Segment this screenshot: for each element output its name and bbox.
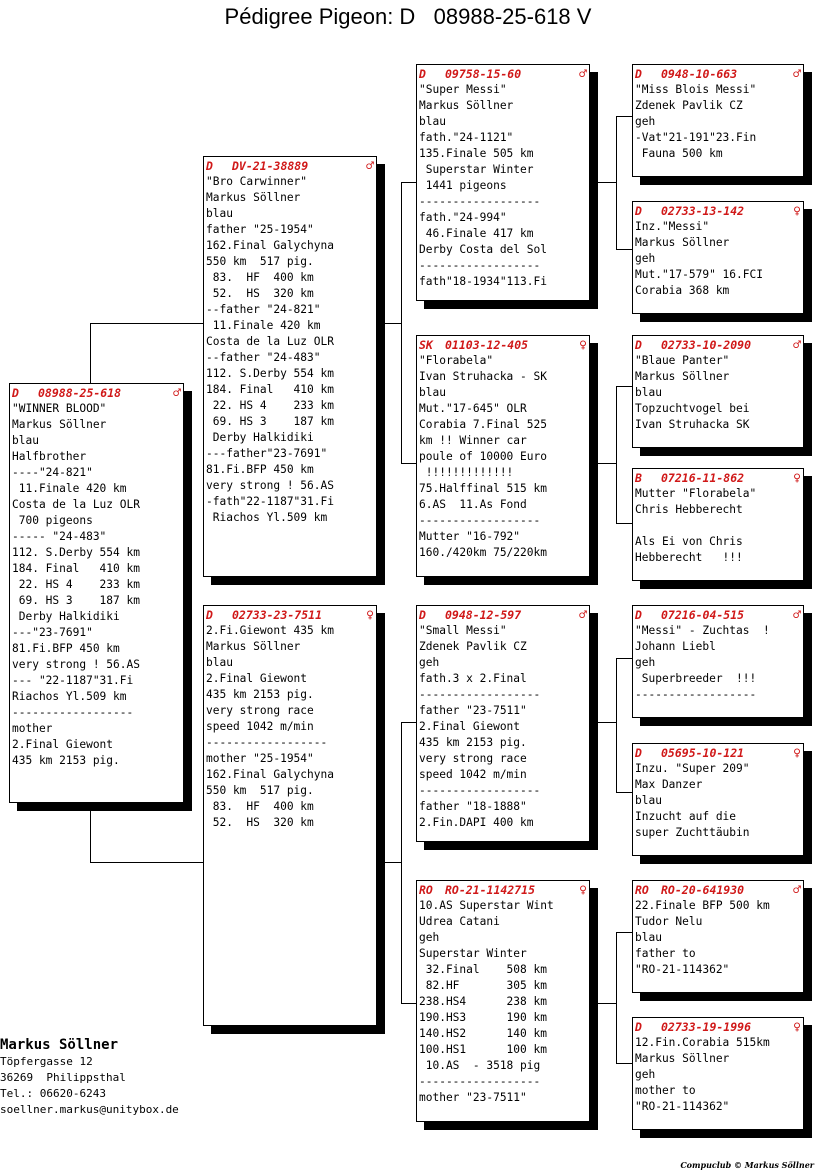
female-symbol-icon: ♀ xyxy=(366,607,374,623)
male-symbol-icon: ♂ xyxy=(793,66,801,82)
card-line: Ivan Struhacka SK xyxy=(635,418,750,431)
card-line: Derby Halkidiki xyxy=(206,431,314,444)
card-line: --- "22-1187"31.Fi xyxy=(12,674,134,687)
card-line: Markus Söllner xyxy=(419,99,514,112)
card-line: Markus Söllner xyxy=(206,640,301,653)
ring-header xyxy=(635,337,801,353)
ring-header xyxy=(635,203,801,219)
card-line: "Miss Blois Messi" xyxy=(635,83,757,96)
card-line: geh xyxy=(419,931,440,944)
card-line: Zdenek Pavlik CZ xyxy=(419,640,527,653)
ring-number: 02733-10-2090 xyxy=(661,338,752,352)
card-line: 52. HS 320 km xyxy=(206,816,314,829)
great-grandparent-card xyxy=(632,335,804,448)
card-line: 162.Final Galychyna xyxy=(206,768,334,781)
male-symbol-icon: ♂ xyxy=(793,337,801,353)
card-line: ------------------ xyxy=(419,259,541,272)
card-line: 2.Final Giewont xyxy=(12,738,114,751)
connector xyxy=(616,792,633,793)
card-text xyxy=(635,82,801,162)
connector xyxy=(616,1063,633,1064)
card-line: 22. HS 4 233 km xyxy=(206,399,334,412)
card-line: 12.Fin.Corabia 515km xyxy=(635,1036,770,1049)
card-line: --father "24-821" xyxy=(206,303,321,316)
card-text xyxy=(635,761,801,841)
female-symbol-icon: ♀ xyxy=(793,203,801,219)
card-line: 190.HS3 190 km xyxy=(419,1011,547,1024)
card-line: 1441 pigeons xyxy=(419,179,507,192)
card-text xyxy=(206,623,374,831)
card-line: Corabia 7.Final 525 xyxy=(419,418,547,431)
card-line: ------------------ xyxy=(635,688,757,701)
card-line: 112. S.Derby 554 km xyxy=(12,546,140,559)
connector xyxy=(401,463,417,464)
card-line: Zdenek Pavlik CZ xyxy=(635,99,743,112)
card-line: 52. HS 320 km xyxy=(206,287,314,300)
ring-number: 0948-12-597 xyxy=(445,608,522,622)
card-line: 162.Final Galychyna xyxy=(206,239,334,252)
card-line: Chris Hebberecht xyxy=(635,503,743,516)
great-grandparent-card xyxy=(632,1017,804,1130)
card-line: mother xyxy=(12,722,53,735)
connector xyxy=(90,809,91,863)
card-line: "Messi" - Zuchtas ! xyxy=(635,624,770,637)
connector xyxy=(384,323,401,324)
mother-card xyxy=(203,605,377,1026)
card-line: ------------------ xyxy=(419,1075,541,1088)
country-code: D xyxy=(635,338,642,352)
card-line: ------------------ xyxy=(12,706,134,719)
male-symbol-icon: ♂ xyxy=(579,66,587,82)
country-code: D xyxy=(635,746,642,760)
great-grandparent-card xyxy=(632,201,804,314)
card-line: 238.HS4 238 km xyxy=(419,995,547,1008)
owner-email: soellner.markus@unitybox.de xyxy=(0,1103,179,1116)
connector xyxy=(616,932,617,1064)
card-line: very strong ! 56.AS xyxy=(12,658,140,671)
card-text xyxy=(635,219,801,299)
card-line: Inz."Messi" xyxy=(635,220,710,233)
card-text xyxy=(635,486,801,566)
ring-number: 02733-19-1996 xyxy=(661,1020,752,1034)
card-line: fath."24-1121" xyxy=(419,131,514,144)
great-grandparent-card xyxy=(632,880,804,993)
country-code: D xyxy=(635,67,642,81)
card-line: Johann Liebl xyxy=(635,640,716,653)
card-line: Topzuchtvogel bei xyxy=(635,402,750,415)
card-line: 22. HS 4 233 km xyxy=(12,578,140,591)
card-line: blau xyxy=(419,115,446,128)
card-line: blau xyxy=(635,386,662,399)
connector xyxy=(90,323,91,384)
card-line: 2.Final Giewont xyxy=(206,672,308,685)
great-grandparent-card xyxy=(632,64,804,177)
connector xyxy=(384,862,401,863)
card-line: blau xyxy=(419,386,446,399)
great-grandparent-card xyxy=(632,743,804,856)
ring-number: 07216-04-515 xyxy=(661,608,745,622)
card-line: Mutter "Florabela" xyxy=(635,487,757,500)
connector xyxy=(616,116,633,117)
card-line: Inzu. "Super 209" xyxy=(635,762,750,775)
ring-number: 0948-10-663 xyxy=(661,67,738,81)
card-line: father to xyxy=(635,947,696,960)
card-line: Markus Söllner xyxy=(635,236,730,249)
ring-number: 02733-13-142 xyxy=(661,204,745,218)
card-line: Mut."17-645" OLR xyxy=(419,402,527,415)
card-line: mother to xyxy=(635,1084,696,1097)
ring-header xyxy=(635,607,801,623)
card-line: speed 1042 m/min xyxy=(419,768,527,781)
card-line: mother "23-7511" xyxy=(419,1091,527,1104)
card-line: ------------------ xyxy=(206,736,328,749)
card-line: Als Ei von Chris xyxy=(635,535,743,548)
owner-name: Markus Söllner xyxy=(0,1037,119,1053)
card-line: 10.AS - 3518 pig xyxy=(419,1059,541,1072)
card-line: Riachos Yl.509 km xyxy=(206,511,328,524)
card-line: ------------------ xyxy=(419,514,541,527)
card-line: 46.Finale 417 km xyxy=(419,227,534,240)
ring-number: 07216-11-862 xyxy=(661,471,745,485)
father-card xyxy=(203,156,377,577)
card-line: fath"18-1934"113.Fi xyxy=(419,275,547,288)
country-code: D xyxy=(206,608,213,622)
card-line: Fauna 500 km xyxy=(635,147,723,160)
ring-number: 02733-23-7511 xyxy=(232,608,323,622)
connector xyxy=(401,1003,417,1004)
country-code: D xyxy=(419,67,426,81)
card-line: "Small Messi" xyxy=(419,624,507,637)
card-line: 435 km 2153 pig. xyxy=(206,688,314,701)
card-line: 75.Halffinal 515 km xyxy=(419,482,547,495)
card-line: super Zuchttäubin xyxy=(635,826,750,839)
card-line: Superstar Winter xyxy=(419,163,534,176)
male-symbol-icon: ♂ xyxy=(366,158,374,174)
card-line: 11.Finale 420 km xyxy=(12,482,127,495)
country-code: B xyxy=(635,471,642,485)
card-line: 83. HF 400 km xyxy=(206,271,314,284)
connector xyxy=(616,658,617,793)
female-symbol-icon: ♀ xyxy=(793,1019,801,1035)
card-line: "Florabela" xyxy=(419,354,494,367)
card-line: Costa de la Luz OLR xyxy=(12,498,140,511)
card-line: "Blaue Panter" xyxy=(635,354,730,367)
card-text xyxy=(419,623,587,831)
connector xyxy=(598,722,616,723)
card-line: 22.Finale BFP 500 km xyxy=(635,899,770,912)
female-symbol-icon: ♀ xyxy=(579,337,587,353)
ring-header xyxy=(635,1019,801,1035)
female-symbol-icon: ♀ xyxy=(793,745,801,761)
card-line: Inzucht auf die xyxy=(635,810,737,823)
male-symbol-icon: ♂ xyxy=(793,607,801,623)
card-line: 81.Fi.BFP 450 km xyxy=(206,463,314,476)
card-line: blau xyxy=(206,656,233,669)
male-symbol-icon: ♂ xyxy=(793,882,801,898)
card-line: poule of 10000 Euro xyxy=(419,450,547,463)
connector xyxy=(401,722,417,723)
card-line: geh xyxy=(635,1068,656,1081)
card-text xyxy=(635,1035,801,1115)
female-symbol-icon: ♀ xyxy=(579,882,587,898)
card-line: very strong race xyxy=(206,704,314,717)
card-line: father "23-7511" xyxy=(419,704,527,717)
country-code: D xyxy=(419,608,426,622)
connector xyxy=(598,463,616,464)
card-line: very strong ! 56.AS xyxy=(206,479,334,492)
ring-number: RO-21-1142715 xyxy=(445,883,536,897)
card-line: !!!!!!!!!!!!! xyxy=(419,466,514,479)
card-line: Markus Söllner xyxy=(635,370,730,383)
owner-city: 36269 Philippsthal xyxy=(0,1071,126,1084)
country-code: RO xyxy=(635,883,649,897)
card-text xyxy=(419,353,587,561)
connector xyxy=(598,1003,616,1004)
card-line: Riachos Yl.509 km xyxy=(12,690,127,703)
country-code: D xyxy=(635,608,642,622)
connector xyxy=(616,249,633,250)
card-line: Superbreeder !!! xyxy=(635,672,757,685)
card-line: geh xyxy=(635,115,656,128)
ring-number: 05695-10-121 xyxy=(661,746,745,760)
card-line: ---father"23-7691" xyxy=(206,447,328,460)
card-line: 2.Final Giewont xyxy=(419,720,521,733)
ring-header xyxy=(206,607,374,623)
card-line: --father "24-483" xyxy=(206,351,321,364)
ring-number: 08988-25-618 xyxy=(38,386,122,400)
ring-header xyxy=(206,158,374,174)
maternal-grandmother-card xyxy=(416,880,590,1122)
ring-header xyxy=(635,745,801,761)
card-line: blau xyxy=(635,931,662,944)
male-symbol-icon: ♂ xyxy=(173,385,181,401)
card-line: -fath"22-1187"31.Fi xyxy=(206,495,334,508)
card-line: "RO-21-114362" xyxy=(635,1100,730,1113)
card-line: ------------------ xyxy=(419,688,541,701)
connector xyxy=(90,862,204,863)
card-line: 435 km 2153 pig. xyxy=(419,736,527,749)
connector xyxy=(401,182,417,183)
card-line: father "18-1888" xyxy=(419,800,527,813)
card-line: Max Danzer xyxy=(635,778,703,791)
ring-header xyxy=(12,385,181,401)
card-text xyxy=(419,82,587,290)
owner-street: Töpfergasse 12 xyxy=(0,1055,93,1068)
connector xyxy=(598,182,616,183)
card-line: Ivan Struhacka - SK xyxy=(419,370,547,383)
owner-phone: Tel.: 06620-6243 xyxy=(0,1087,106,1100)
card-line: 81.Fi.BFP 450 km xyxy=(12,642,120,655)
maternal-grandfather-card xyxy=(416,605,590,842)
copyright-note: Compuclub © Markus Söllner xyxy=(680,1160,814,1170)
connector xyxy=(401,722,402,1004)
card-text xyxy=(635,353,801,433)
card-line: "RO-21-114362" xyxy=(635,963,730,976)
card-line: blau xyxy=(206,207,233,220)
country-code: D xyxy=(635,204,642,218)
country-code: SK xyxy=(419,338,433,352)
ring-header xyxy=(419,607,587,623)
connector xyxy=(616,116,617,250)
card-line: "Super Messi" xyxy=(419,83,507,96)
card-line: very strong race xyxy=(419,752,527,765)
card-line: 69. HS 3 187 km xyxy=(12,594,140,607)
card-line: "WINNER BLOOD" xyxy=(12,402,107,415)
card-line: 700 pigeons xyxy=(12,514,93,527)
connector xyxy=(401,182,402,464)
card-line: Corabia 368 km xyxy=(635,284,730,297)
card-line: 2.Fi.Giewont 435 km xyxy=(206,624,334,637)
card-text xyxy=(635,898,801,978)
card-line xyxy=(635,518,801,534)
card-line: Derby Halkidiki xyxy=(12,610,120,623)
card-line: Mut."17-579" 16.FCI xyxy=(635,268,763,281)
card-line: Markus Söllner xyxy=(635,1052,730,1065)
ring-header xyxy=(635,66,801,82)
card-line: 184. Final 410 km xyxy=(12,562,140,575)
card-line: Markus Söllner xyxy=(206,191,301,204)
card-line: Halfbrother xyxy=(12,450,87,463)
card-line: geh xyxy=(635,252,656,265)
card-line: Mutter "16-792" xyxy=(419,530,521,543)
card-line: 112. S.Derby 554 km xyxy=(206,367,334,380)
card-line: Hebberecht !!! xyxy=(635,551,743,564)
country-code: RO xyxy=(419,883,433,897)
card-line: "Bro Carwinner" xyxy=(206,175,308,188)
card-line: 435 km 2153 pig. xyxy=(12,754,120,767)
ring-header xyxy=(635,470,801,486)
ring-header xyxy=(635,882,801,898)
card-line: Superstar Winter xyxy=(419,947,527,960)
card-line: Markus Söllner xyxy=(12,418,107,431)
ring-number: 09758-15-60 xyxy=(445,67,522,81)
card-line: speed 1042 m/min xyxy=(206,720,314,733)
card-line: 10.AS Superstar Wint xyxy=(419,899,554,912)
country-code: D xyxy=(12,386,19,400)
card-line: Costa de la Luz OLR xyxy=(206,335,334,348)
card-text xyxy=(635,623,801,703)
card-line: 83. HF 400 km xyxy=(206,800,314,813)
great-grandparent-card xyxy=(632,605,804,718)
ring-header xyxy=(419,337,587,353)
connector xyxy=(616,658,633,659)
card-line: geh xyxy=(419,656,440,669)
card-line: 550 km 517 pig. xyxy=(206,255,314,268)
card-line: fath.3 x 2.Final xyxy=(419,672,527,685)
card-line: 69. HS 3 187 km xyxy=(206,415,334,428)
connector xyxy=(616,386,617,524)
card-line: geh xyxy=(635,656,656,669)
page-title: Pédigree Pigeon: D 08988-25-618 V xyxy=(224,4,592,29)
card-line: 32.Final 508 km xyxy=(419,963,547,976)
card-line: Udrea Catani xyxy=(419,915,500,928)
card-line: 160./420km 75/220km xyxy=(419,546,547,559)
great-grandparent-card xyxy=(632,468,804,581)
connector xyxy=(616,386,633,387)
card-line: father "25-1954" xyxy=(206,223,314,236)
ring-header xyxy=(419,66,587,82)
paternal-grandmother-card xyxy=(416,335,590,577)
card-line: mother "25-1954" xyxy=(206,752,314,765)
country-code: D xyxy=(206,159,213,173)
card-line: 550 km 517 pig. xyxy=(206,784,314,797)
card-line: 135.Finale 505 km xyxy=(419,147,534,160)
paternal-grandfather-card xyxy=(416,64,590,301)
ring-number: 01103-12-405 xyxy=(445,338,529,352)
country-code: D xyxy=(635,1020,642,1034)
card-line: 11.Finale 420 km xyxy=(206,319,321,332)
card-text xyxy=(419,898,587,1106)
owner-address-block xyxy=(0,1036,179,1118)
connector xyxy=(616,523,633,524)
card-line: 2.Fin.DAPI 400 km xyxy=(419,816,534,829)
card-line: 100.HS1 100 km xyxy=(419,1043,547,1056)
card-line: blau xyxy=(635,794,662,807)
card-line: Derby Costa del Sol xyxy=(419,243,547,256)
card-line: ------------------ xyxy=(419,784,541,797)
subject-card xyxy=(9,383,184,803)
card-line: blau xyxy=(12,434,39,447)
card-line: fath."24-994" xyxy=(419,211,507,224)
card-text xyxy=(206,174,374,526)
ring-number: DV-21-38889 xyxy=(232,159,309,173)
card-line: ---"23-7691" xyxy=(12,626,93,639)
card-line: km !! Winner car xyxy=(419,434,527,447)
card-line: -Vat"21-191"23.Fin xyxy=(635,131,757,144)
ring-header xyxy=(419,882,587,898)
card-line: ------------------ xyxy=(419,195,541,208)
card-line: ----- "24-483" xyxy=(12,530,107,543)
card-line: 184. Final 410 km xyxy=(206,383,334,396)
card-line: 82.HF 305 km xyxy=(419,979,547,992)
ring-number: RO-20-641930 xyxy=(661,883,745,897)
card-line: 6.AS 11.As Fond xyxy=(419,498,527,511)
male-symbol-icon: ♂ xyxy=(579,607,587,623)
card-text xyxy=(12,401,181,769)
card-line: Tudor Nelu xyxy=(635,915,703,928)
card-line: 140.HS2 140 km xyxy=(419,1027,547,1040)
connector xyxy=(90,323,204,324)
female-symbol-icon: ♀ xyxy=(793,470,801,486)
card-line: ----"24-821" xyxy=(12,466,93,479)
connector xyxy=(616,932,633,933)
